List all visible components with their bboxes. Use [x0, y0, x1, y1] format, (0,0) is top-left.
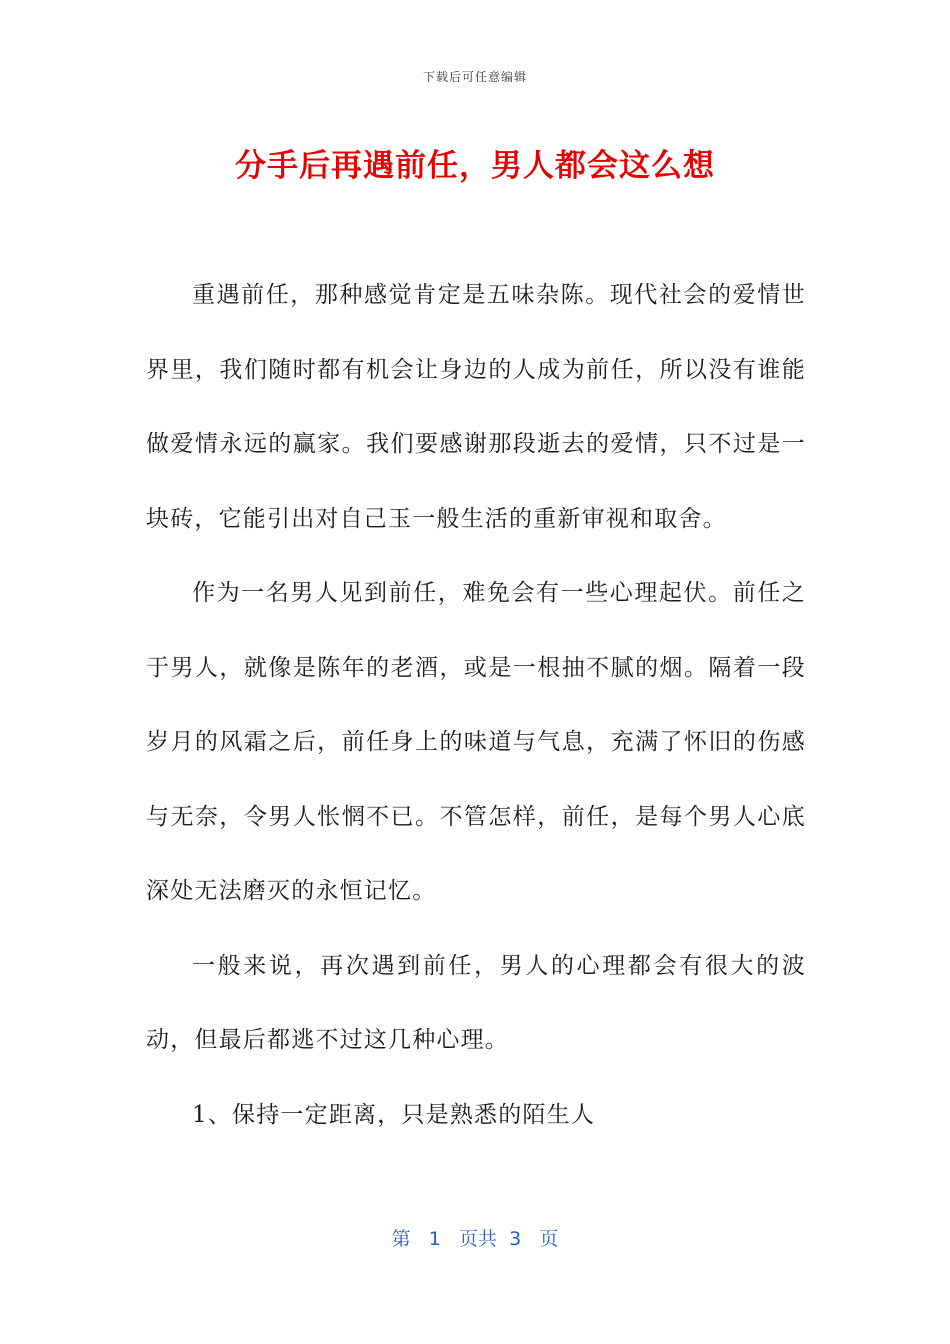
header-note: 下载后可任意编辑 — [422, 70, 527, 84]
page-mid-text: 页共 — [459, 1228, 498, 1250]
document-body — [146, 258, 806, 1152]
page-prefix: 第 — [391, 1228, 411, 1250]
current-page-number: 1 — [428, 1228, 441, 1250]
document-title: 分手后再遇前任，男人都会这么想 — [235, 148, 715, 184]
paragraph: 一般来说，再次遇到前任，男人的心理都会有很大的波动，但最后都逃不过这几种心理。 — [146, 952, 806, 1053]
paragraph: 重遇前任，那种感觉肯定是五味杂陈。现代社会的爱情世界里，我们随时都有机会让身边的人成为前任，所以没有谁能做爱情永远的赢家。我们要感谢那段逝去的爱情，只不过是一块砖，它能引出对自己玉一般生活的重新审视和取舍。 — [146, 282, 806, 532]
page-suffix: 页 — [539, 1228, 559, 1250]
page-footer — [0, 1224, 950, 1251]
paragraph: 1、保持一定距离，只是熟悉的陌生人 — [192, 1101, 596, 1128]
total-pages-number: 3 — [509, 1228, 522, 1250]
paragraph: 作为一名男人见到前任，难免会有一些心理起伏。前任之于男人，就像是陈年的老酒，或是一根抽不腻的烟。隔着一段岁月的风霜之后，前任身上的味道与气息，充满了怀旧的伤感与无奈，令男人怅惘不已。不管怎样，前任，是每个男人心底深处无法磨灭的永恒记忆。 — [146, 580, 806, 904]
